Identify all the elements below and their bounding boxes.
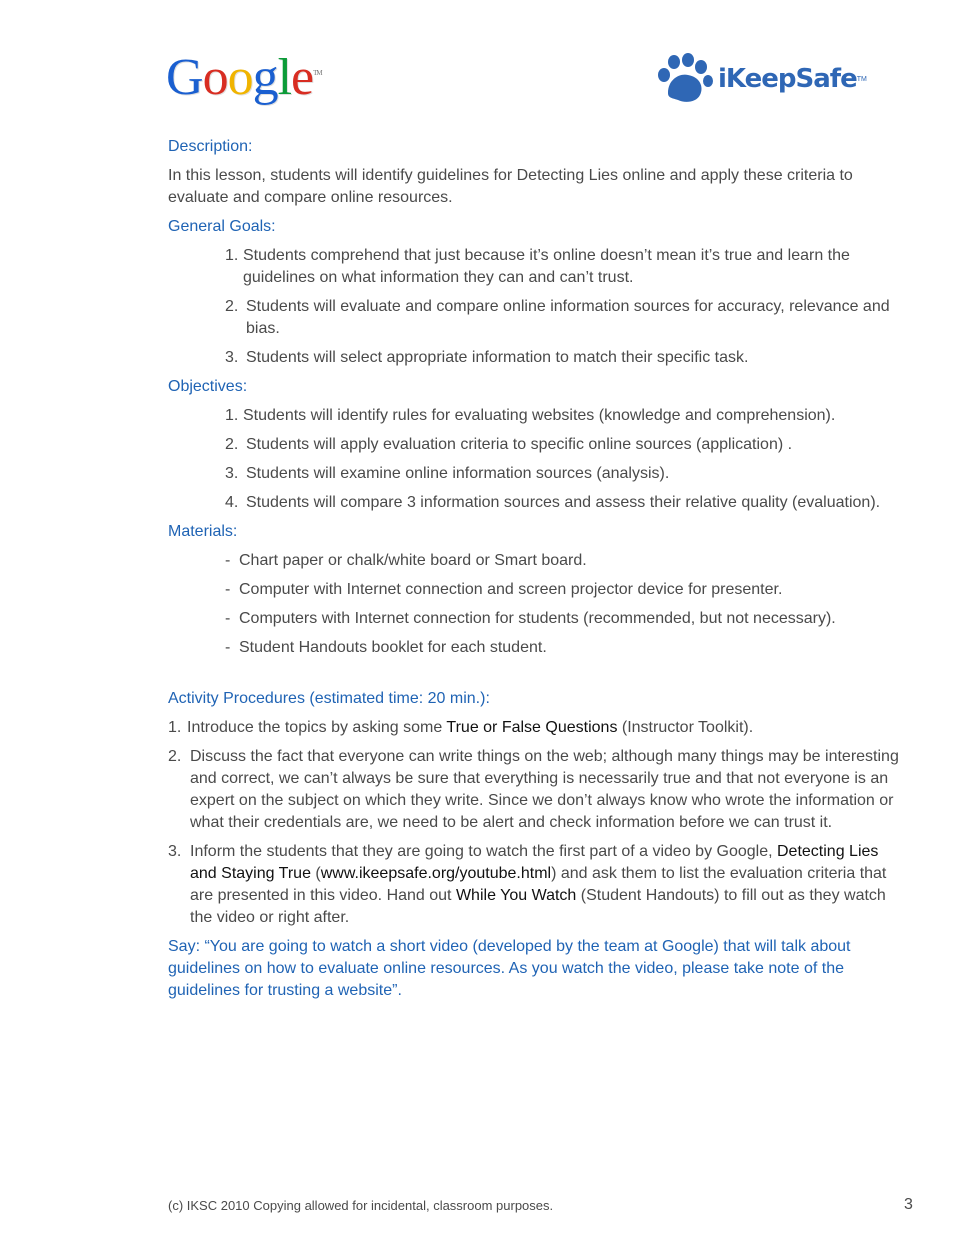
- section-spacer: [168, 666, 900, 688]
- list-item-text: (Instructor Toolkit).: [617, 719, 754, 736]
- list-number: 1.: [168, 719, 182, 736]
- list-item-text: Introduce the topics by asking some: [187, 719, 447, 736]
- list-item-text: Computers with Internet connection for students (recommended, but not necessary).: [239, 610, 836, 627]
- list-item: [225, 405, 900, 427]
- list-dash: -: [225, 610, 231, 627]
- say-script: Say: “You are going to watch a short video (developed by the team at Google) that will talk about guidelines on how to evaluate online resources. As you watch the video, please take note of the guidelines for trusting a website”.: [168, 938, 851, 999]
- trademark-mark: TM: [313, 69, 322, 77]
- list-item-text: (Student Handouts) to fill out as they watch the video or right after.: [190, 887, 886, 926]
- goals-list: [168, 245, 900, 369]
- ikeepsafe-wordmark: iKeepSafe: [718, 64, 857, 94]
- google-logo-letter: G: [166, 49, 203, 106]
- paw-print-icon: [656, 53, 716, 105]
- google-logo-letter: g: [252, 49, 278, 106]
- list-item-text: Students will apply evaluation criteria to specific online sources (application) .: [246, 436, 793, 453]
- list-item-text: Computer with Internet connection and screen projector device for presenter.: [239, 581, 783, 598]
- video-url-link[interactable]: www.ikeepsafe.org/youtube.html: [320, 865, 552, 882]
- list-item: [225, 550, 900, 572]
- list-item-text: Chart paper or chalk/white board or Smart board.: [239, 552, 587, 569]
- list-item-text: Students will identify rules for evaluating websites (knowledge and comprehension).: [243, 407, 836, 424]
- list-item: [225, 296, 900, 340]
- google-logo-letter: o: [227, 49, 253, 106]
- video-title: Detecting Lies and Staying True: [190, 843, 879, 882]
- list-item: [225, 608, 900, 630]
- handout-title: While You Watch: [455, 887, 577, 904]
- list-item-text: Students will evaluate and compare online information sources for accuracy, relevance and bias.: [246, 298, 890, 337]
- list-item: [225, 579, 900, 601]
- list-item-text: (: [310, 865, 321, 882]
- google-logo-letter: e: [291, 49, 314, 106]
- list-item-text: Student Handouts booklet for each student.: [239, 639, 547, 656]
- list-item: [168, 746, 900, 834]
- objectives-list: [168, 405, 900, 514]
- list-item: [168, 717, 900, 739]
- list-item: [225, 492, 900, 514]
- procedures-heading: Activity Procedures (estimated time: 20 min.):: [168, 690, 490, 707]
- list-item-text: Students will select appropriate information to match their specific task.: [246, 349, 749, 366]
- procedures-list: [168, 717, 900, 929]
- google-logo: [166, 49, 322, 106]
- list-item: [168, 841, 900, 929]
- goals-heading: General Goals:: [168, 218, 276, 235]
- ikeepsafe-logo: [656, 54, 867, 104]
- description-text: In this lesson, students will identify guidelines for Detecting Lies online and apply these criteria to evaluate and compare online resources.: [168, 167, 853, 206]
- list-item-text: Discuss the fact that everyone can write things on the web; although many things may be interesting and correct, we can’t always be sure that everything is necessarily true and that not everyone is an expert on the subject on which they write. Since we don’t always know who wrote the information or what their credentials are, we need to be alert and check information before we can trust it.: [190, 748, 899, 831]
- lesson-content: [168, 136, 900, 1002]
- list-number: 2.: [168, 748, 182, 765]
- list-item-text: Students will examine online information sources (analysis).: [246, 465, 670, 482]
- list-number: 1.: [225, 247, 239, 264]
- list-number: 2.: [225, 298, 239, 315]
- list-item-text: Inform the students that they are going to watch the first part of a video by Google,: [190, 843, 777, 860]
- objectives-heading: Objectives:: [168, 378, 248, 395]
- list-dash: -: [225, 639, 231, 656]
- list-item-text: Students comprehend that just because it’s online doesn’t mean it’s true and learn the guidelines on what information they can and can’t trust.: [243, 247, 850, 286]
- description-heading: Description:: [168, 138, 253, 155]
- true-false-questions-reference: True or False Questions: [446, 719, 618, 736]
- google-logo-letter: l: [277, 49, 292, 106]
- list-number: 3.: [225, 349, 239, 366]
- list-dash: -: [225, 581, 231, 598]
- list-number: 2.: [225, 436, 239, 453]
- google-logo-letter: o: [202, 49, 228, 106]
- list-number: 3.: [225, 465, 239, 482]
- copyright-footer: (c) IKSC 2010 Copying allowed for incidental, classroom purposes.: [168, 1198, 554, 1213]
- materials-heading: Materials:: [168, 523, 238, 540]
- list-number: 1.: [225, 407, 239, 424]
- list-number: 3.: [168, 843, 182, 860]
- page-number: 3: [904, 1196, 913, 1213]
- list-number: 4.: [225, 494, 239, 511]
- list-dash: -: [225, 552, 231, 569]
- trademark-mark: TM: [856, 75, 867, 83]
- list-item: [225, 434, 900, 456]
- materials-list: [168, 550, 900, 659]
- list-item: [225, 463, 900, 485]
- list-item: [225, 637, 900, 659]
- list-item: [225, 347, 900, 369]
- list-item: [225, 245, 900, 289]
- list-item-text: ) and ask them to list the evaluation criteria that are presented in this video. Hand out: [190, 865, 887, 904]
- list-item-text: Students will compare 3 information sources and assess their relative quality (evaluation).: [246, 494, 881, 511]
